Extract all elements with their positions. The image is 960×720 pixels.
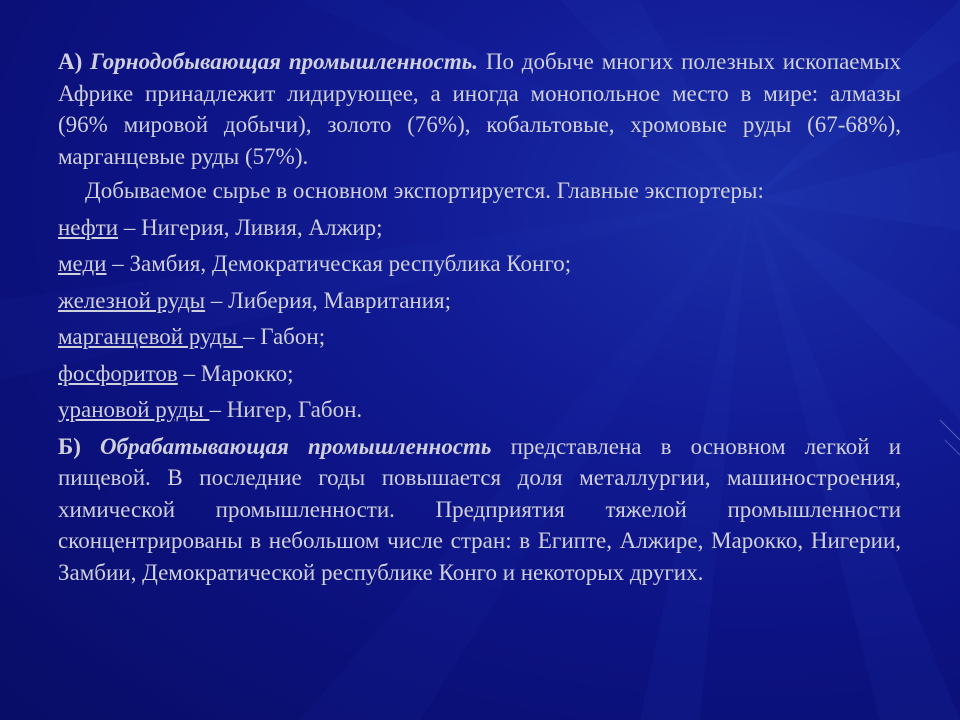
exporter-resource: фосфоритов xyxy=(58,360,178,386)
section-b-paragraph xyxy=(58,431,901,589)
exporter-countries: – Либерия, Мавритания; xyxy=(205,287,451,313)
exporter-countries: – Марокко; xyxy=(177,360,294,386)
section-b-text: представлена в основном легкой и пищевой. В последние годы повышается доля металлургии, машиностроения, химической промышленности. Предприятия тяжелой промышленности сконцентрированы в небольшом числе стран: в Египте, Алжире, Марокко, Нигерии, Замбии, Демократической республике Конго и некоторых других. xyxy=(58,433,902,585)
exporter-item xyxy=(58,358,901,395)
exporter-resource: урановой руды xyxy=(58,397,210,422)
exporter-countries: – Нигер, Габон. xyxy=(209,397,363,422)
exporter-resource: марганцевой руды xyxy=(58,324,243,349)
section-b-title: Обрабатывающая промышленность xyxy=(100,433,492,459)
slide-content xyxy=(58,46,901,588)
exporter-resource: меди xyxy=(58,251,107,276)
exporter-item xyxy=(58,212,901,249)
section-a-label: А) xyxy=(58,49,83,74)
exporter-item xyxy=(58,394,901,431)
section-b-label: Б) xyxy=(58,433,81,459)
exporter-countries: – Нигерия, Ливия, Алжир; xyxy=(118,214,383,240)
section-a-text: По добыче многих полезных ископаемых Африке принадлежит лидирующее, а иногда монопольное место в мире: алмазы (96% мировой добычи), золото (76%), кобальтовые, хромовые руды (67-68%), марганцевые руды (57%). xyxy=(58,49,901,169)
section-a-paragraph xyxy=(58,46,901,172)
exporter-countries: – Замбия, Демократическая республика Конго; xyxy=(106,251,572,276)
exporter-item xyxy=(58,321,901,358)
exporter-item xyxy=(58,248,901,285)
exporter-resource: железной руды xyxy=(58,287,206,313)
exporter-resource: нефти xyxy=(58,214,119,240)
export-intro: Добываемое сырье в основном экспортируется. Главные экспортеры: xyxy=(85,178,764,203)
section-a-title: Горнодобывающая промышленность. xyxy=(90,49,479,74)
exporter-item xyxy=(58,285,901,322)
exporters-list xyxy=(58,212,901,431)
exporter-countries: – Габон; xyxy=(243,324,326,349)
